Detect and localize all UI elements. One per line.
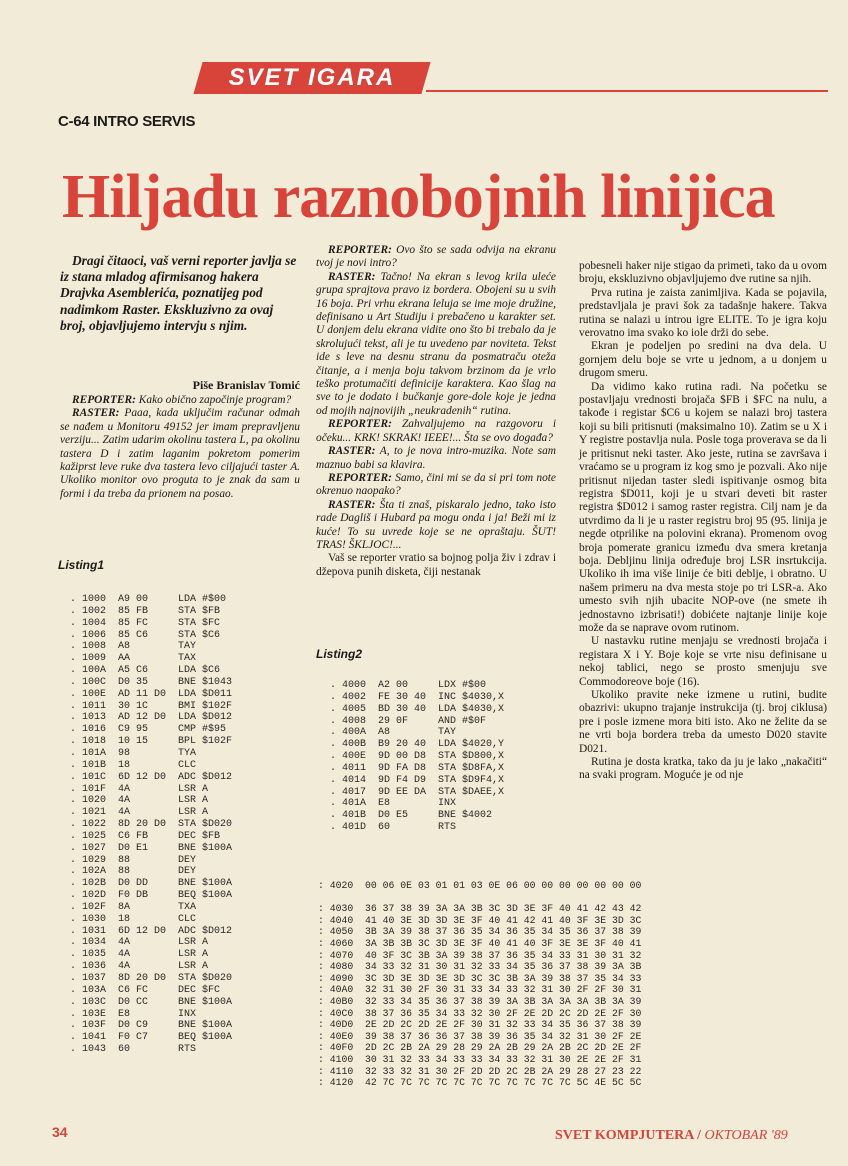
paragraph (60, 407, 300, 501)
banner-rule (426, 90, 828, 92)
paragraph-text: Tačno! Na ekran s levog krila uleće grupa sprajtova pravo iz bordera. Obojeni su u svih 16 boja. Pri vrhu ekrana leluja se ime moje družine, definisano u Art Studiju i prebačeno u karakter set. U donjem delu ekrana vidite ono što bi trebalo da je skrolujući tekst, ali je tu uvedeno par noviteta. Tekst ide s leve na desnu stranu da posmatraču oteža čitanje, a i menja boju takvom brzinom da je vrlo teško protumačiti definicije karaktera. Kao šlag na sve to je dodato i bučkanje gore-dole koje je jedna od mojih najnovijih „neukradenih“ rutina. (316, 270, 556, 417)
hex-dump (318, 880, 641, 1089)
speaker-label: REPORTER: (328, 244, 392, 256)
paragraph-text: Samo, čini mi se da si pri tom note okrenuo naopako? (316, 471, 556, 498)
paragraph-text: Paaa, kada uključim računar odmah se nađem u Monitoru 49152 jer imam prepravljenu verziju... Zatim udarim okolinu tastera L, pa okolinu tastera D i zatim laganim pokretom pomerim kažiprst leve ruke dva tastera levo ciljajući taster A. Ukoliko monitor ovo proguta to je znak da sam u formi i da treba da prionem na posao. (60, 407, 300, 500)
code-line: . 1027 D0 E1 BNE $100A (70, 842, 233, 854)
dump-line: : 40E0 39 38 37 36 36 37 38 39 36 35 34 32 31 30 2F 2E (318, 1030, 642, 1042)
dump-line: : 40B0 32 33 34 35 36 37 38 39 3A 3B 3A 3A 3A 3B 3A 39 (318, 995, 642, 1007)
subsection-title: C-64 INTRO SERVIS (58, 113, 196, 130)
speaker-label: REPORTER: (328, 418, 392, 431)
code-line: . 1034 4A LSR A (70, 937, 209, 949)
code-line: . 1013 AD 12 D0 LDA $D012 (70, 712, 233, 724)
code-line: . 1022 8D 20 D0 STA $D020 (70, 819, 233, 831)
section-title: SVET IGARA (228, 64, 396, 91)
dump-line (318, 892, 641, 904)
code-line: . 4000 A2 00 LDX #$00 (330, 680, 487, 691)
code-line: . 400E 9D 00 D8 STA $D800,X (330, 751, 505, 763)
code-line: . 101C 6D 12 D0 ADC $D012 (70, 771, 233, 783)
code-line: . 100A A5 C6 LDA $C6 (70, 665, 221, 677)
dump-line: : 4060 3A 3B 3B 3C 3D 3E 3F 40 41 40 3F 3E 3E 3F 40 41 (318, 937, 642, 949)
code-line: . 1002 85 FB STA $FB (70, 605, 221, 617)
speaker-label: REPORTER: (72, 394, 136, 406)
paragraph (316, 552, 556, 579)
code-line: . 4017 9D EE DA STA $DAEE,X (330, 786, 505, 798)
paragraph (60, 394, 300, 407)
speaker-label: REPORTER: (328, 471, 392, 484)
code-line: . 1043 60 RTS (70, 1044, 197, 1056)
paragraph (316, 244, 556, 271)
footer-separator: / (693, 1128, 705, 1143)
code-line: . 400B B9 20 40 LDA $4020,Y (330, 739, 505, 751)
dump-line: : 40A0 32 31 30 2F 30 31 33 34 33 32 31 30 2F 2F 30 31 (318, 984, 642, 996)
code-line: . 400A A8 TAY (330, 727, 457, 739)
paragraph-text: Vaš se reporter vratio sa bojnog polja živ i zdrav i džepova punih disketa, čiji nestanak (316, 552, 556, 578)
code-line: . 4005 BD 30 40 LDA $4030,X (330, 703, 505, 715)
listing1-code (70, 594, 232, 1056)
page-number: 34 (52, 1124, 68, 1140)
column-1 (60, 394, 300, 501)
code-line: . 401A E8 INX (330, 798, 457, 810)
paragraph-text: Kako obično započinje program? (135, 394, 292, 406)
paragraph (316, 445, 556, 472)
code-line: . 4008 29 0F AND #$0F (330, 715, 487, 727)
paragraph-text: Ovo što se sada odvija na ekranu tvoj je novi intro? (316, 244, 556, 270)
dump-line: : 4020 00 06 0E 03 01 01 03 0E 06 00 00 00 00 00 00 00 (318, 880, 642, 891)
code-line: . 1000 A9 00 LDA #$00 (70, 594, 227, 605)
code-line: . 101F 4A LSR A (70, 783, 209, 795)
code-line: . 100C D0 35 BNE $1043 (70, 676, 233, 688)
listing2-code (330, 680, 504, 834)
code-line: . 1004 85 FC STA $FC (70, 617, 221, 629)
dump-line: : 4070 40 3F 3C 3B 3A 39 38 37 36 35 34 33 31 30 31 32 (318, 949, 642, 961)
code-line: . 100E AD 11 D0 LDA $D011 (70, 688, 233, 700)
speaker-label: RASTER: (72, 407, 120, 420)
paragraph-text: A, to je nova intro-muzika. Note sam maznuo babi sa klavira. (316, 445, 556, 471)
listing1-title: Listing1 (58, 558, 105, 572)
paragraph (316, 472, 556, 499)
code-line: . 1025 C6 FB DEC $FB (70, 830, 221, 842)
code-line: . 102B D0 DD BNE $100A (70, 878, 233, 890)
code-line: . 401B D0 E5 BNE $4002 (330, 810, 493, 822)
code-line: . 1031 6D 12 D0 ADC $D012 (70, 925, 233, 937)
section-banner (193, 62, 430, 94)
paragraph: U nastavku rutine menjaju se vrednosti brojača i registara X i Y. Boje koje se vrte nisu definisane u nekoj tablici, nego se prosto smenjuju sve Commodoreove boje (16). (579, 635, 827, 688)
column-3 (579, 260, 827, 783)
code-line: . 1018 10 15 BPL $102F (70, 736, 233, 748)
footer (555, 1128, 788, 1144)
lede (60, 253, 300, 334)
paragraph (316, 271, 556, 418)
code-line: . 1020 4A LSR A (70, 795, 209, 807)
paragraph: Prva rutina je zaista zanimljiva. Kada se pojavila, predstavljala je pravi šok za tadašnje hakere. Takva rutina se nalazi u introu igre ELITE. To je igra koju verovatno ima svako ko iole drži do sebe. (579, 286, 827, 340)
paragraph: Ukoliko pravite neke izmene u rutini, budite obazrivi: ukupno trajanje instrukcija (tj. broj ciklusa) pre i posle izmene mora biti isto. Ako ne želite da se ne vrti boja bordera treba da umesto D020 stavite D021. (579, 689, 827, 755)
paragraph-text: Zahvaljujemo na razgovoru i očeku... KRK! SKRAK! IEEE!... Šta se ovo događa? (316, 418, 556, 444)
dump-line: : 4100 30 31 32 33 34 33 33 34 33 32 31 30 2E 2E 2F 31 (318, 1053, 642, 1065)
dump-line: : 40F0 2D 2C 2B 2A 29 28 29 2A 2B 29 2A 2B 2C 2D 2E 2F (318, 1042, 642, 1054)
byline: Piše Branislav Tomić (192, 378, 300, 392)
code-line: . 4002 FE 30 40 INC $4030,X (330, 691, 505, 703)
paragraph-text: Šta ti znaš, piskaralo jedno, tako isto rade Dagliš i Hubard pa mogu onda i ja! Beži mi iz kuće! To su uvrede koje se ne opraštaju. ŠUT! TRAS! ŠKLJOC!... (316, 498, 556, 551)
code-line: . 1037 8D 20 D0 STA $D020 (70, 973, 233, 984)
code-line: . 103E E8 INX (70, 1008, 197, 1020)
code-line: . 4011 9D FA D8 STA $D8FA,X (330, 762, 505, 774)
paragraph (316, 418, 556, 445)
paragraph: Da vidimo kako rutina radi. Na početku se postavljaju vrednosti brojača $FB i $FC na nulu, a takođe i registar $C6 u kojem se nalazi broj tastera koji su bili pritisnuti (maksimalno 10). Zatim se u X i Y registre postavlja nula. Posle toga proverava se da li je pritisnut neki taster. Ako jeste, rutina se završava i vraćamo se u program iz kog smo je pozvali. Ako nije pritisnut nijedan taster sledi ispitivanje osmog bita registra $D011, koji je u stvari deveti bit raster registra $D012 i samog raster registra. Cilj nam je da utvrdimo da li je u raster registru broj 95 (95. linija je negde otprilike na polovini ekrana). Promenom ovog broja pomerate granicu između dva smera kretanja boja. Debljinu linija određuje broj LSR insrtukcija. Ukoliko ih ima više linije će biti deblje, i obratno. U našem primeru na dva mesta stoje po tri LSR-a. Ako umesto svih njih ubacite NOP-ove (ne smete ih jednostavno izbrisati!) dobićete najtanje linije koje može da se naprave ovom rutinom. (579, 380, 827, 634)
paragraph: Rutina je dosta kratka, tako da ju je lako „nakačiti“ na svaki program. Moguće je od nje (579, 756, 827, 782)
dump-line: : 40D0 2E 2D 2C 2D 2E 2F 30 31 32 33 34 35 36 37 38 39 (318, 1019, 642, 1031)
code-line: . 103C D0 CC BNE $100A (70, 996, 233, 1008)
dump-line: : 4090 3C 3D 3E 3D 3E 3D 3C 3C 3B 3A 39 38 37 35 34 33 (318, 972, 642, 984)
code-line: . 1030 18 CLC (70, 913, 197, 925)
paragraph: Ekran je podeljen po sredini na dva dela. U gornjem delu boje se vrte u jednom, a u donjem u drugom smeru. (579, 340, 827, 380)
paragraph: pobesneli haker nije stigao da primeti, tako da u ovom broju, ekskluzivno objavljujemo dve rutine sa njih. (579, 260, 827, 286)
code-line: . 103A C6 FC DEC $FC (70, 984, 221, 996)
headline: Hiljadu raznobojnih linijica (62, 163, 775, 231)
footer-magazine: SVET KOMPJUTERA (555, 1128, 694, 1143)
code-line: . 4014 9D F4 D9 STA $D9F4,X (330, 774, 505, 786)
code-line: . 1041 F0 C7 BEQ $100A (70, 1032, 233, 1044)
code-line: . 1009 AA TAX (70, 653, 197, 665)
speaker-label: RASTER: (328, 498, 376, 511)
code-line: . 1036 4A LSR A (70, 961, 209, 973)
dump-line: : 40C0 38 37 36 35 34 33 32 30 2F 2E 2D 2C 2D 2E 2F 30 (318, 1007, 642, 1019)
code-line: . 101A 98 TYA (70, 747, 197, 759)
dump-line: : 4080 34 33 32 31 30 31 32 33 34 35 36 37 38 39 3A 3B (318, 961, 642, 973)
dump-line: : 4120 42 7C 7C 7C 7C 7C 7C 7C 7C 7C 7C 7C 5C 4E 5C 5C (318, 1077, 642, 1089)
dump-line: : 4040 41 40 3E 3D 3D 3E 3F 40 41 42 41 40 3F 3E 3D 3C (318, 914, 642, 926)
code-line: . 1008 A8 TAY (70, 641, 197, 653)
code-line: . 1021 4A LSR A (70, 807, 209, 819)
column-2 (316, 244, 556, 579)
speaker-label: RASTER: (328, 445, 376, 458)
code-line: . 1011 30 1C BMI $102F (70, 700, 233, 712)
code-line: . 1006 85 C6 STA $C6 (70, 629, 221, 641)
lede-text: Dragi čitaoci, vaš verni reporter javlja se iz stana mladog afirmisanog hakera Drajvka Asemblerića, poznatijeg pod nadimkom Raster. Ekskluzivno za ovaj broj, objavljujemo intervju s njim. (60, 253, 297, 333)
listing2-title: Listing2 (316, 647, 363, 661)
code-line: . 1016 C9 95 CMP #$95 (70, 724, 227, 736)
paragraph (316, 499, 556, 553)
dump-line: : 4050 3B 3A 39 38 37 36 35 34 36 35 34 35 36 37 38 39 (318, 926, 642, 938)
code-line: . 101B 18 CLC (70, 759, 197, 771)
code-line: . 1029 88 DEY (70, 854, 197, 866)
code-line: . 102D F0 DB BEQ $100A (70, 890, 233, 902)
footer-issue: OKTOBAR '89 (704, 1128, 788, 1143)
code-line: . 103F D0 C9 BNE $100A (70, 1020, 233, 1032)
dump-line: : 4110 32 33 32 31 30 2F 2D 2D 2C 2B 2A 29 28 27 23 22 (318, 1065, 642, 1077)
code-line: . 1035 4A LSR A (70, 949, 209, 961)
code-line: . 401D 60 RTS (330, 822, 457, 834)
speaker-label: RASTER: (328, 270, 376, 283)
dump-line: : 4030 36 37 38 39 3A 3A 3B 3C 3D 3E 3F 40 41 42 43 42 (318, 903, 642, 915)
code-line: . 102F 8A TXA (70, 901, 197, 913)
code-line: . 102A 88 DEY (70, 866, 197, 878)
